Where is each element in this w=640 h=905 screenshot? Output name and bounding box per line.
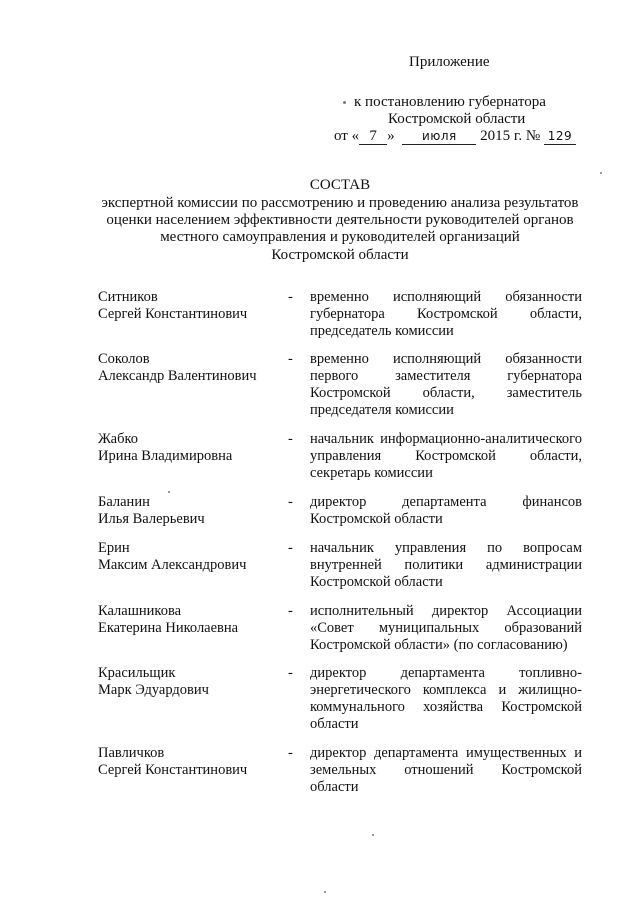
- member-surname: Соколов: [98, 351, 150, 367]
- member-role: директор департамента финансов Костромской области: [310, 494, 582, 527]
- member-role: директор департамента имущественных и земельных отношений Костромской области: [310, 745, 582, 795]
- scan-speck: [324, 891, 326, 893]
- date-mid: »: [387, 128, 395, 144]
- member-surname: Баланин: [98, 494, 150, 510]
- scan-speck: [343, 101, 346, 104]
- scan-speck: [372, 834, 374, 836]
- document-title: СОСТАВ: [309, 177, 371, 193]
- member-dash: -: [288, 745, 293, 761]
- member-dash: -: [288, 289, 293, 305]
- date-month: июля: [402, 129, 476, 145]
- appendix-date-line: [334, 127, 576, 145]
- date-year: 2015 г. №: [480, 128, 541, 144]
- member-given-name: Марк Эдуардович: [98, 682, 209, 698]
- member-dash: -: [288, 351, 293, 367]
- appendix-resolution-line: к постановлению губернатора: [354, 94, 546, 110]
- date-day: 7: [359, 129, 387, 145]
- member-given-name: Екатерина Николаевна: [98, 620, 239, 636]
- heading-line-2: оценки населением эффективности деятельности руководителей органов: [106, 212, 574, 228]
- resolution-number: 129: [544, 129, 576, 145]
- member-role: временно исполняющий обязанности первого заместителя губернатора Костромской области, заместитель председателя комиссии: [310, 351, 582, 418]
- member-name: [98, 540, 278, 574]
- member-surname: Ситников: [98, 289, 158, 305]
- heading-line-3: местного самоуправления и руководителей организаций: [160, 229, 520, 245]
- member-given-name: Максим Александрович: [98, 557, 247, 573]
- member-role: начальник информационно-аналитического управления Костромской области, секретарь комиссии: [310, 431, 582, 481]
- member-role: директор департамента топливно-энергетического комплекса и жилищно-коммунального хозяйства Костромской области: [310, 665, 582, 732]
- member-surname: Ерин: [98, 540, 130, 556]
- member-role: временно исполняющий обязанности губернатора Костромской области, председатель комиссии: [310, 289, 582, 339]
- member-name: [98, 289, 278, 323]
- member-dash: -: [288, 431, 293, 447]
- member-name: [98, 351, 278, 385]
- scan-speck: [168, 491, 170, 493]
- member-role: исполнительный директор Ассоциации «Совет муниципальных образований Костромской области» (по согласованию): [310, 603, 582, 653]
- member-surname: Жабко: [98, 431, 139, 447]
- member-given-name: Сергей Константинович: [98, 306, 248, 322]
- member-given-name: Александр Валентинович: [98, 368, 257, 384]
- member-given-name: Илья Валерьевич: [98, 511, 205, 527]
- member-name: [98, 494, 278, 528]
- member-name: [98, 665, 278, 699]
- member-given-name: Ирина Владимировна: [98, 448, 233, 464]
- member-dash: -: [288, 540, 293, 556]
- member-dash: -: [288, 603, 293, 619]
- member-dash: -: [288, 494, 293, 510]
- member-role: начальник управления по вопросам внутренней политики администрации Костромской области: [310, 540, 582, 590]
- appendix-region-line: Костромской области: [388, 111, 526, 127]
- heading-line-1: экспертной комиссии по рассмотрению и проведению анализа результатов: [101, 195, 579, 211]
- member-surname: Калашникова: [98, 603, 182, 619]
- appendix-title: Приложение: [409, 54, 490, 70]
- scan-speck: [600, 172, 602, 174]
- date-prefix: от «: [334, 128, 360, 144]
- member-surname: Павличков: [98, 745, 165, 761]
- member-dash: -: [288, 665, 293, 681]
- heading-line-4: Костромской области: [271, 247, 409, 263]
- member-name: [98, 431, 278, 465]
- member-surname: Красильщик: [98, 665, 176, 681]
- member-name: [98, 603, 278, 637]
- member-name: [98, 745, 278, 779]
- member-given-name: Сергей Константинович: [98, 762, 248, 778]
